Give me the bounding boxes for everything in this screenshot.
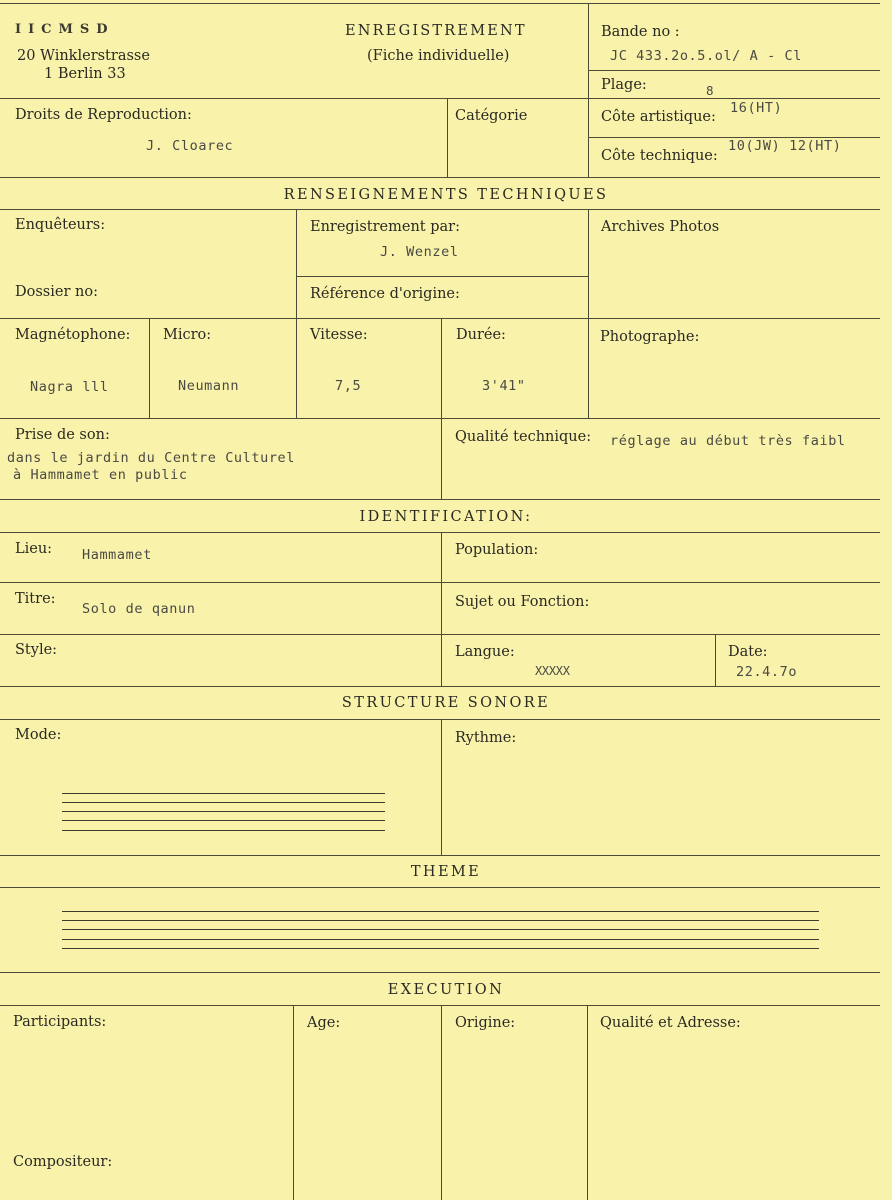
bande-label: Bande no : (601, 24, 680, 40)
divider-enregistrement (296, 276, 588, 277)
divider-structure (0, 719, 880, 720)
qualite-adresse-label: Qualité et Adresse: (600, 1015, 741, 1031)
divider-lieu (0, 582, 880, 583)
divider-renseignements-top (0, 177, 880, 178)
archives-label: Archives Photos (601, 219, 720, 235)
langue-label: Langue: (455, 644, 515, 660)
categorie-label: Catégorie (455, 108, 528, 124)
duree-label: Durée: (456, 327, 506, 343)
section-execution: EXECUTION (387, 982, 505, 998)
lieu-label: Lieu: (15, 541, 53, 557)
divider-titre (0, 634, 880, 635)
institute-logo: IICMSD (15, 22, 115, 37)
prise-label: Prise de son: (15, 427, 110, 443)
magnetophone-label: Magnétophone: (15, 327, 131, 343)
titre-value: Solo de qanun (82, 601, 196, 617)
divider-duree (441, 318, 442, 418)
prise-line-1: dans le jardin du Centre Culturel (7, 450, 296, 466)
participants-label: Participants: (13, 1014, 107, 1030)
lieu-value: Hammamet (82, 547, 152, 563)
institute-city: 1 Berlin 33 (44, 66, 126, 82)
origine-label: Origine: (455, 1015, 516, 1031)
date-value: 22.4.7o (736, 664, 798, 680)
divider-origine (441, 1005, 442, 1200)
population-label: Population: (455, 542, 539, 558)
langue-value: XXXXX (535, 664, 570, 678)
divider-date (715, 634, 716, 686)
section-theme: THEME (410, 864, 482, 880)
droits-label: Droits de Reproduction: (15, 107, 192, 123)
dossier-label: Dossier no: (15, 284, 98, 300)
divider-archives (588, 209, 589, 318)
plage-value: 8 (706, 83, 715, 98)
divider-bande (588, 70, 880, 71)
vitesse-value: 7,5 (335, 378, 362, 394)
duree-value: 3'41" (482, 378, 526, 394)
micro-value: Neumann (178, 378, 240, 394)
divider-mode (0, 855, 880, 856)
section-renseignements: RENSEIGNEMENTS TECHNIQUES (283, 187, 609, 203)
reference-label: Référence d'origine: (310, 286, 460, 302)
droits-value: J. Cloarec (146, 138, 234, 154)
titre-label: Titre: (15, 591, 56, 607)
qualite-technique-value: réglage au début très faibl (610, 433, 846, 449)
divider-enqueteurs (296, 209, 297, 318)
divider-style (0, 686, 880, 687)
age-label: Age: (307, 1015, 341, 1031)
divider-execution (0, 1005, 880, 1006)
divider-photographe (588, 318, 589, 418)
divider-header-right (588, 3, 589, 177)
sujet-label: Sujet ou Fonction: (455, 594, 590, 610)
cote-technique-value: 10(JW) 12(HT) (728, 138, 842, 154)
date-label: Date: (728, 644, 768, 660)
compositeur-label: Compositeur: (13, 1154, 113, 1170)
magnetophone-value: Nagra lll (30, 379, 109, 395)
section-structure-sonore: STRUCTURE SONORE (341, 695, 551, 711)
divider-renseignements-bottom (0, 209, 880, 210)
divider-vitesse (296, 318, 297, 418)
divider-qualite-adresse (587, 1005, 588, 1200)
plage-label: Plage: (601, 77, 647, 93)
divider-micro (149, 318, 150, 418)
divider-age (293, 1005, 294, 1200)
form-title: ENREGISTREMENT (345, 23, 527, 39)
vitesse-label: Vitesse: (310, 327, 368, 343)
cote-technique-label: Côte technique: (601, 148, 718, 164)
style-label: Style: (15, 642, 58, 658)
cote-artistique-label: Côte artistique: (601, 109, 716, 125)
border-top (0, 3, 880, 4)
form-subtitle: (Fiche individuelle) (367, 48, 510, 64)
qualite-technique-label: Qualité technique: (455, 429, 592, 445)
section-identification: IDENTIFICATION: (359, 509, 533, 525)
mode-label: Mode: (15, 727, 62, 743)
divider-qualite (441, 418, 442, 499)
divider-prise (0, 499, 880, 500)
divider-theme (0, 887, 880, 888)
rythme-label: Rythme: (455, 730, 517, 746)
divider-equipment (0, 418, 880, 419)
cote-artistique-value: 16(HT) (730, 100, 783, 116)
micro-label: Micro: (163, 327, 212, 343)
photographe-label: Photographe: (600, 329, 700, 345)
divider-dossier (0, 318, 880, 319)
institute-street: 20 Winklerstrasse (17, 48, 150, 64)
divider-identification (0, 532, 880, 533)
divider-identification-col (441, 532, 442, 686)
divider-theme-bottom (0, 972, 880, 973)
bande-value: JC 433.2o.5.ol/ A - Cl (610, 48, 803, 64)
enregistrement-label: Enregistrement par: (310, 219, 460, 235)
divider-categorie (447, 98, 448, 177)
enqueteurs-label: Enquêteurs: (15, 217, 106, 233)
enregistrement-value: J. Wenzel (380, 244, 459, 260)
prise-line-2: à Hammamet en public (13, 467, 188, 483)
divider-rythme (441, 719, 442, 855)
